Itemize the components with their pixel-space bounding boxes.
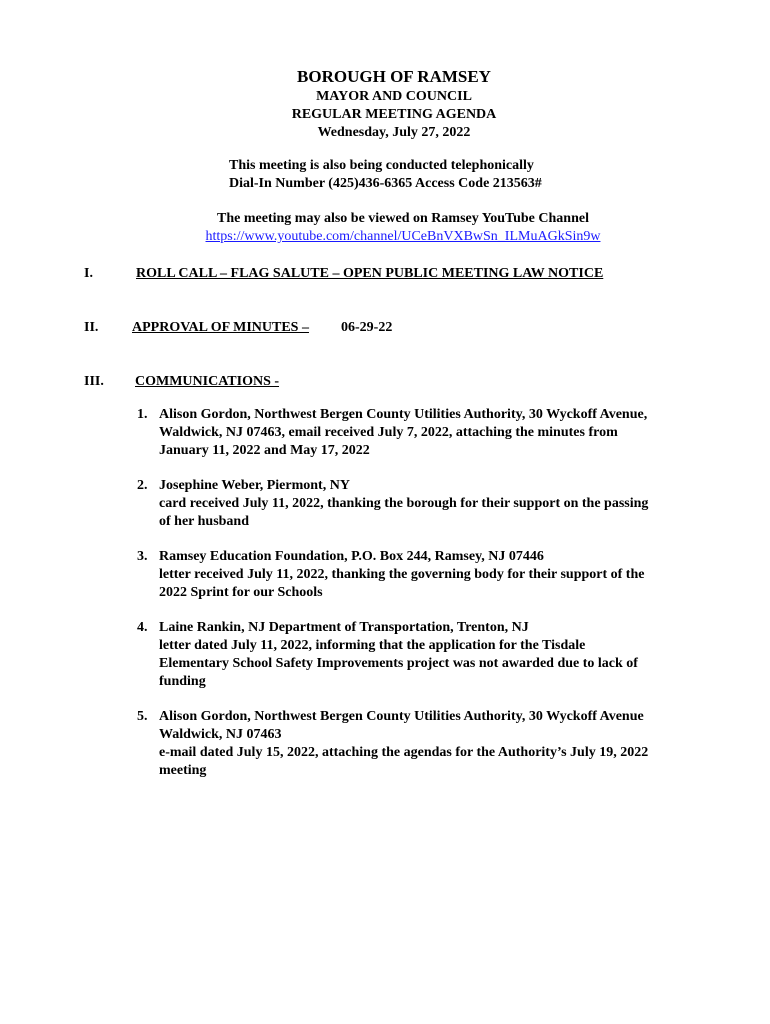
item-line: Ramsey Education Foundation, P.O. Box 244, Ramsey, NJ 07446: [159, 549, 544, 564]
item-line: of her husband: [159, 514, 250, 529]
telephonic-line: This meeting is also being conducted telephonically: [229, 158, 534, 173]
telephonic-notice: [229, 157, 542, 193]
item-number: 1.: [137, 407, 148, 422]
list-item: [137, 477, 697, 531]
list-item: [137, 619, 697, 691]
item-number: 5.: [137, 709, 148, 724]
list-item: [137, 708, 697, 780]
borough-title: BOROUGH OF RAMSEY: [297, 67, 491, 86]
council-name: MAYOR AND COUNCIL: [316, 89, 472, 104]
item-line: letter dated July 11, 2022, informing that the application for the Tisdale: [159, 638, 586, 653]
youtube-notice: [0, 210, 770, 246]
section-title: APPROVAL OF MINUTES –: [132, 320, 309, 335]
item-number: 2.: [137, 478, 148, 493]
list-item: [137, 548, 697, 602]
item-line: card received July 11, 2022, thanking the borough for their support on the passing: [159, 496, 649, 511]
item-line: funding: [159, 674, 206, 689]
dial-in-line: Dial-In Number (425)436-6365 Access Code 213563#: [229, 176, 542, 191]
item-line: letter received July 11, 2022, thanking the governing body for their support of the: [159, 567, 645, 582]
item-line: Elementary School Safety Improvements project was not awarded due to lack of: [159, 656, 638, 671]
item-number: 4.: [137, 620, 148, 635]
item-line: Alison Gordon, Northwest Bergen County Utilities Authority, 30 Wyckoff Avenue,: [159, 407, 648, 422]
section-title: ROLL CALL – FLAG SALUTE – OPEN PUBLIC MEETING LAW NOTICE: [136, 266, 604, 281]
item-line: 2022 Sprint for our Schools: [159, 585, 323, 600]
item-line: Waldwick, NJ 07463, email received July 7, 2022, attaching the minutes from: [159, 425, 618, 440]
meeting-date: Wednesday, July 27, 2022: [317, 125, 471, 140]
meeting-type: REGULAR MEETING AGENDA: [291, 107, 497, 122]
item-line: Waldwick, NJ 07463: [159, 727, 282, 742]
item-line: January 11, 2022 and May 17, 2022: [159, 443, 370, 458]
item-line: meeting: [159, 763, 207, 778]
item-line: Alison Gordon, Northwest Bergen County Utilities Authority, 30 Wyckoff Avenue: [159, 709, 644, 724]
youtube-channel-link[interactable]: https://www.youtube.com/channel/UCeBnVXBwSn_ILMuAGkSin9w: [205, 229, 601, 244]
minutes-date: 06-29-22: [341, 320, 393, 335]
agenda-header: [0, 66, 770, 142]
section-numeral: I.: [84, 266, 93, 281]
section-numeral: II.: [84, 320, 99, 335]
list-item: [137, 406, 697, 460]
section-title: COMMUNICATIONS -: [135, 374, 280, 389]
item-line: e-mail dated July 15, 2022, attaching the agendas for the Authority’s July 19, 2022: [159, 745, 649, 760]
youtube-label: The meeting may also be viewed on Ramsey YouTube Channel: [217, 211, 589, 226]
item-line: Laine Rankin, NJ Department of Transportation, Trenton, NJ: [159, 620, 529, 635]
item-line: Josephine Weber, Piermont, NY: [159, 478, 350, 493]
section-numeral: III.: [84, 374, 104, 389]
communications-list: [137, 406, 697, 797]
item-number: 3.: [137, 549, 148, 564]
